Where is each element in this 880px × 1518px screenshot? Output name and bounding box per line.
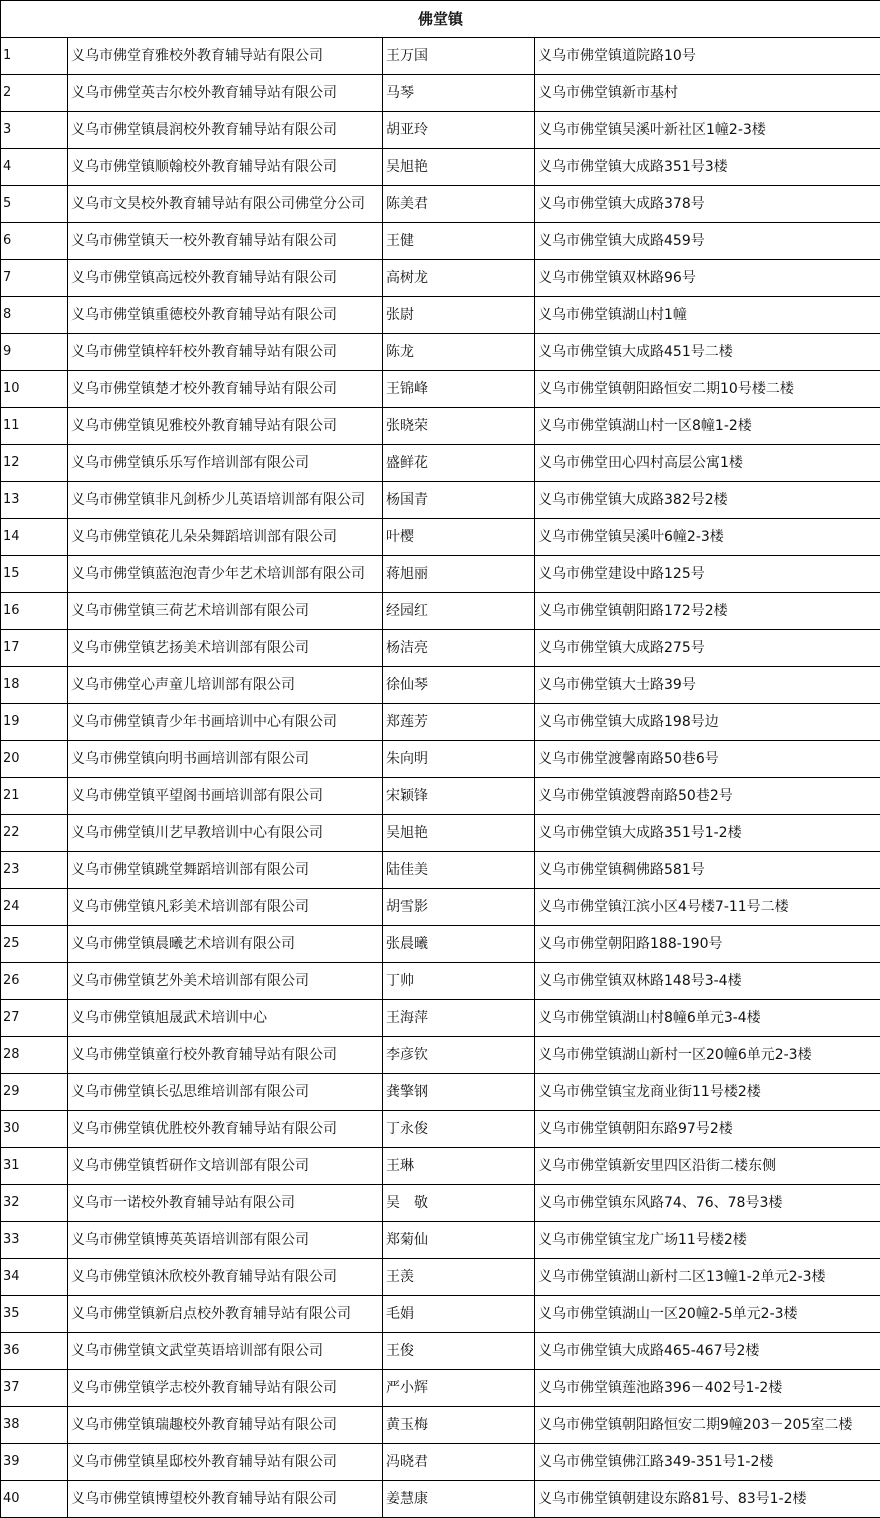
table-row [1, 556, 880, 593]
table-row [1, 741, 880, 778]
contact-person: 马琴 [383, 75, 535, 112]
institution-name: 义乌市佛堂镇三荷艺术培训部有限公司 [68, 593, 383, 630]
address: 义乌市佛堂镇湖山新村一区20幢6单元2-3楼 [535, 1037, 880, 1074]
row-number: 30 [1, 1111, 68, 1148]
table-row [1, 1259, 880, 1296]
address: 义乌市佛堂镇大成路451号二楼 [535, 334, 880, 371]
contact-person: 冯晓君 [383, 1444, 535, 1481]
row-number: 35 [1, 1296, 68, 1333]
table-row [1, 38, 880, 75]
table-row [1, 371, 880, 408]
row-number: 3 [1, 112, 68, 149]
table-row [1, 1185, 880, 1222]
address: 义乌市佛堂镇大成路378号 [535, 186, 880, 223]
address: 义乌市佛堂镇湖山新村二区13幢1-2单元2-3楼 [535, 1259, 880, 1296]
table-row [1, 445, 880, 482]
row-number: 1 [1, 38, 68, 75]
institution-name: 义乌市佛堂镇哲研作文培训部有限公司 [68, 1148, 383, 1185]
table-row [1, 1074, 880, 1111]
address: 义乌市佛堂朝阳路188-190号 [535, 926, 880, 963]
contact-person: 王羡 [383, 1259, 535, 1296]
contact-person: 李彦钦 [383, 1037, 535, 1074]
contact-person: 丁帅 [383, 963, 535, 1000]
contact-person: 徐仙琴 [383, 667, 535, 704]
institution-name: 义乌市佛堂镇艺外美术培训部有限公司 [68, 963, 383, 1000]
institution-name: 义乌市佛堂镇平望阁书画培训部有限公司 [68, 778, 383, 815]
table-row [1, 186, 880, 223]
row-number: 9 [1, 334, 68, 371]
row-number: 29 [1, 1074, 68, 1111]
table-row [1, 593, 880, 630]
address: 义乌市佛堂镇朝阳路恒安二期9幢203－205室二楼 [535, 1407, 880, 1444]
row-number: 17 [1, 630, 68, 667]
address: 义乌市佛堂镇双林路96号 [535, 260, 880, 297]
table-row [1, 1407, 880, 1444]
contact-person: 吴旭艳 [383, 815, 535, 852]
institution-name: 义乌市佛堂镇高远校外教育辅导站有限公司 [68, 260, 383, 297]
institution-name: 义乌市佛堂镇长弘思维培训部有限公司 [68, 1074, 383, 1111]
institution-name: 义乌市文昊校外教育辅导站有限公司佛堂分公司 [68, 186, 383, 223]
table-row [1, 1481, 880, 1518]
table-row [1, 297, 880, 334]
table-row [1, 1333, 880, 1370]
table-row [1, 1037, 880, 1074]
row-number: 18 [1, 667, 68, 704]
contact-person: 毛娟 [383, 1296, 535, 1333]
row-number: 19 [1, 704, 68, 741]
institution-name: 义乌市佛堂镇见雅校外教育辅导站有限公司 [68, 408, 383, 445]
institution-name: 义乌市佛堂英吉尔校外教育辅导站有限公司 [68, 75, 383, 112]
contact-person: 陆佳美 [383, 852, 535, 889]
row-number: 31 [1, 1148, 68, 1185]
address: 义乌市佛堂镇大成路382号2楼 [535, 482, 880, 519]
contact-person: 张尉 [383, 297, 535, 334]
row-number: 4 [1, 149, 68, 186]
row-number: 21 [1, 778, 68, 815]
address: 义乌市佛堂镇湖山村8幢6单元3-4楼 [535, 1000, 880, 1037]
row-number: 8 [1, 297, 68, 334]
table-row [1, 852, 880, 889]
table-row [1, 667, 880, 704]
contact-person: 郑菊仙 [383, 1222, 535, 1259]
table-row [1, 630, 880, 667]
address: 义乌市佛堂田心四村高层公寓1楼 [535, 445, 880, 482]
table-row [1, 1111, 880, 1148]
address: 义乌市佛堂镇大成路198号边 [535, 704, 880, 741]
contact-person: 蒋旭丽 [383, 556, 535, 593]
table-row [1, 149, 880, 186]
address: 义乌市佛堂镇渡磬南路50巷2号 [535, 778, 880, 815]
institution-name: 义乌市佛堂镇非凡剑桥少儿英语培训部有限公司 [68, 482, 383, 519]
address: 义乌市佛堂镇江滨小区4号楼7-11号二楼 [535, 889, 880, 926]
institution-name: 义乌市佛堂镇沐欣校外教育辅导站有限公司 [68, 1259, 383, 1296]
institution-name: 义乌市佛堂镇博望校外教育辅导站有限公司 [68, 1481, 383, 1518]
table-body [1, 38, 880, 1518]
institution-name: 义乌市佛堂镇凡彩美术培训部有限公司 [68, 889, 383, 926]
institution-name: 义乌市佛堂镇文武堂英语培训部有限公司 [68, 1333, 383, 1370]
institution-name: 义乌市佛堂镇童行校外教育辅导站有限公司 [68, 1037, 383, 1074]
row-number: 22 [1, 815, 68, 852]
address: 义乌市佛堂镇宝龙商业街11号楼2楼 [535, 1074, 880, 1111]
row-number: 23 [1, 852, 68, 889]
institution-name: 义乌市佛堂镇跳堂舞蹈培训部有限公司 [68, 852, 383, 889]
row-number: 36 [1, 1333, 68, 1370]
row-number: 40 [1, 1481, 68, 1518]
address: 义乌市佛堂镇大士路39号 [535, 667, 880, 704]
address: 义乌市佛堂镇大成路351号1-2楼 [535, 815, 880, 852]
contact-person: 王锦峰 [383, 371, 535, 408]
address: 义乌市佛堂镇佛江路349-351号1-2楼 [535, 1444, 880, 1481]
row-number: 16 [1, 593, 68, 630]
row-number: 25 [1, 926, 68, 963]
contact-person: 胡亚玲 [383, 112, 535, 149]
institution-name: 义乌市佛堂镇向明书画培训部有限公司 [68, 741, 383, 778]
row-number: 2 [1, 75, 68, 112]
row-number: 20 [1, 741, 68, 778]
address: 义乌市佛堂镇大成路275号 [535, 630, 880, 667]
address: 义乌市佛堂渡馨南路50巷6号 [535, 741, 880, 778]
contact-person: 陈美君 [383, 186, 535, 223]
contact-person: 王万国 [383, 38, 535, 75]
contact-person: 吴 敬 [383, 1185, 535, 1222]
row-number: 11 [1, 408, 68, 445]
address: 义乌市佛堂镇湖山村1幢 [535, 297, 880, 334]
address: 义乌市佛堂镇朝阳路恒安二期10号楼二楼 [535, 371, 880, 408]
contact-person: 朱向明 [383, 741, 535, 778]
contact-person: 王健 [383, 223, 535, 260]
contact-person: 经园红 [383, 593, 535, 630]
contact-person: 陈龙 [383, 334, 535, 371]
contact-person: 王琳 [383, 1148, 535, 1185]
table-row [1, 1444, 880, 1481]
institution-name: 义乌市佛堂心声童儿培训部有限公司 [68, 667, 383, 704]
table-row [1, 408, 880, 445]
row-number: 10 [1, 371, 68, 408]
table-row [1, 519, 880, 556]
contact-person: 王海萍 [383, 1000, 535, 1037]
contact-person: 张晨曦 [383, 926, 535, 963]
table-row [1, 1000, 880, 1037]
row-number: 39 [1, 1444, 68, 1481]
institution-name: 义乌市佛堂镇楚才校外教育辅导站有限公司 [68, 371, 383, 408]
contact-person: 叶樱 [383, 519, 535, 556]
address: 义乌市佛堂镇朝阳东路97号2楼 [535, 1111, 880, 1148]
institution-name: 义乌市佛堂镇学志校外教育辅导站有限公司 [68, 1370, 383, 1407]
institution-name: 义乌市佛堂镇艺扬美术培训部有限公司 [68, 630, 383, 667]
institution-name: 义乌市佛堂镇花儿朵朵舞蹈培训部有限公司 [68, 519, 383, 556]
row-number: 24 [1, 889, 68, 926]
table-row [1, 334, 880, 371]
table-row [1, 815, 880, 852]
contact-person: 宋颖锋 [383, 778, 535, 815]
address: 义乌市佛堂镇东风路74、76、78号3楼 [535, 1185, 880, 1222]
row-number: 37 [1, 1370, 68, 1407]
table-row [1, 778, 880, 815]
address: 义乌市佛堂镇新市基村 [535, 75, 880, 112]
row-number: 12 [1, 445, 68, 482]
row-number: 5 [1, 186, 68, 223]
contact-person: 严小辉 [383, 1370, 535, 1407]
table-row [1, 260, 880, 297]
contact-person: 盛鲜花 [383, 445, 535, 482]
contact-person: 吴旭艳 [383, 149, 535, 186]
institution-name: 义乌市佛堂镇博英英语培训部有限公司 [68, 1222, 383, 1259]
institution-name: 义乌市佛堂镇旭晟武术培训中心 [68, 1000, 383, 1037]
institution-name: 义乌市佛堂镇瑞趣校外教育辅导站有限公司 [68, 1407, 383, 1444]
institution-name: 义乌市佛堂镇天一校外教育辅导站有限公司 [68, 223, 383, 260]
contact-person: 胡雪影 [383, 889, 535, 926]
row-number: 32 [1, 1185, 68, 1222]
table-row [1, 889, 880, 926]
contact-person: 郑莲芳 [383, 704, 535, 741]
table-row [1, 963, 880, 1000]
row-number: 7 [1, 260, 68, 297]
row-number: 27 [1, 1000, 68, 1037]
address: 义乌市佛堂镇大成路465-467号2楼 [535, 1333, 880, 1370]
row-number: 38 [1, 1407, 68, 1444]
institution-name: 义乌市佛堂育雅校外教育辅导站有限公司 [68, 38, 383, 75]
institution-name: 义乌市佛堂镇优胜校外教育辅导站有限公司 [68, 1111, 383, 1148]
institution-name: 义乌市佛堂镇重德校外教育辅导站有限公司 [68, 297, 383, 334]
address: 义乌市佛堂镇道院路10号 [535, 38, 880, 75]
address: 义乌市佛堂镇莲池路396－402号1-2楼 [535, 1370, 880, 1407]
row-number: 6 [1, 223, 68, 260]
table-row [1, 1222, 880, 1259]
contact-person: 王俊 [383, 1333, 535, 1370]
address: 义乌市佛堂镇湖山村一区8幢1-2楼 [535, 408, 880, 445]
table-row [1, 482, 880, 519]
row-number: 34 [1, 1259, 68, 1296]
contact-person: 黄玉梅 [383, 1407, 535, 1444]
table-row [1, 1370, 880, 1407]
contact-person: 姜慧康 [383, 1481, 535, 1518]
address: 义乌市佛堂镇朝建设东路81号、83号1-2楼 [535, 1481, 880, 1518]
table-row [1, 926, 880, 963]
contact-person: 张晓荣 [383, 408, 535, 445]
contact-person: 丁永俊 [383, 1111, 535, 1148]
address: 义乌市佛堂镇双林路148号3-4楼 [535, 963, 880, 1000]
address: 义乌市佛堂镇吴溪叶新社区1幢2-3楼 [535, 112, 880, 149]
table-row [1, 223, 880, 260]
row-number: 15 [1, 556, 68, 593]
row-number: 33 [1, 1222, 68, 1259]
institution-name: 义乌市佛堂镇川艺早教培训中心有限公司 [68, 815, 383, 852]
address: 义乌市佛堂镇大成路351号3楼 [535, 149, 880, 186]
table-row [1, 112, 880, 149]
address: 义乌市佛堂镇稠佛路581号 [535, 852, 880, 889]
row-number: 26 [1, 963, 68, 1000]
address: 义乌市佛堂建设中路125号 [535, 556, 880, 593]
contact-person: 杨洁亮 [383, 630, 535, 667]
institution-name: 义乌市佛堂镇青少年书画培训中心有限公司 [68, 704, 383, 741]
table-row [1, 1148, 880, 1185]
row-number: 13 [1, 482, 68, 519]
table-row [1, 75, 880, 112]
address: 义乌市佛堂镇宝龙广场11号楼2楼 [535, 1222, 880, 1259]
contact-person: 杨国青 [383, 482, 535, 519]
address: 义乌市佛堂镇朝阳路172号2楼 [535, 593, 880, 630]
row-number: 14 [1, 519, 68, 556]
table-title: 佛堂镇 [1, 1, 880, 38]
address: 义乌市佛堂镇吴溪叶6幢2-3楼 [535, 519, 880, 556]
institution-name: 义乌市佛堂镇晨曦艺术培训有限公司 [68, 926, 383, 963]
row-number: 28 [1, 1037, 68, 1074]
contact-person: 龚擎钢 [383, 1074, 535, 1111]
institution-name: 义乌市佛堂镇梓轩校外教育辅导站有限公司 [68, 334, 383, 371]
institution-name: 义乌市佛堂镇新启点校外教育辅导站有限公司 [68, 1296, 383, 1333]
table-header-row [1, 1, 880, 38]
institution-name: 义乌市佛堂镇星邸校外教育辅导站有限公司 [68, 1444, 383, 1481]
institution-name: 义乌市佛堂镇乐乐写作培训部有限公司 [68, 445, 383, 482]
table-row [1, 704, 880, 741]
institution-name: 义乌市佛堂镇晨润校外教育辅导站有限公司 [68, 112, 383, 149]
table-row [1, 1296, 880, 1333]
address: 义乌市佛堂镇大成路459号 [535, 223, 880, 260]
institution-name: 义乌市佛堂镇顺翰校外教育辅导站有限公司 [68, 149, 383, 186]
address: 义乌市佛堂镇湖山一区20幢2-5单元2-3楼 [535, 1296, 880, 1333]
contact-person: 高树龙 [383, 260, 535, 297]
institution-name: 义乌市一诺校外教育辅导站有限公司 [68, 1185, 383, 1222]
institution-name: 义乌市佛堂镇蓝泡泡青少年艺术培训部有限公司 [68, 556, 383, 593]
address: 义乌市佛堂镇新安里四区沿街二楼东侧 [535, 1148, 880, 1185]
